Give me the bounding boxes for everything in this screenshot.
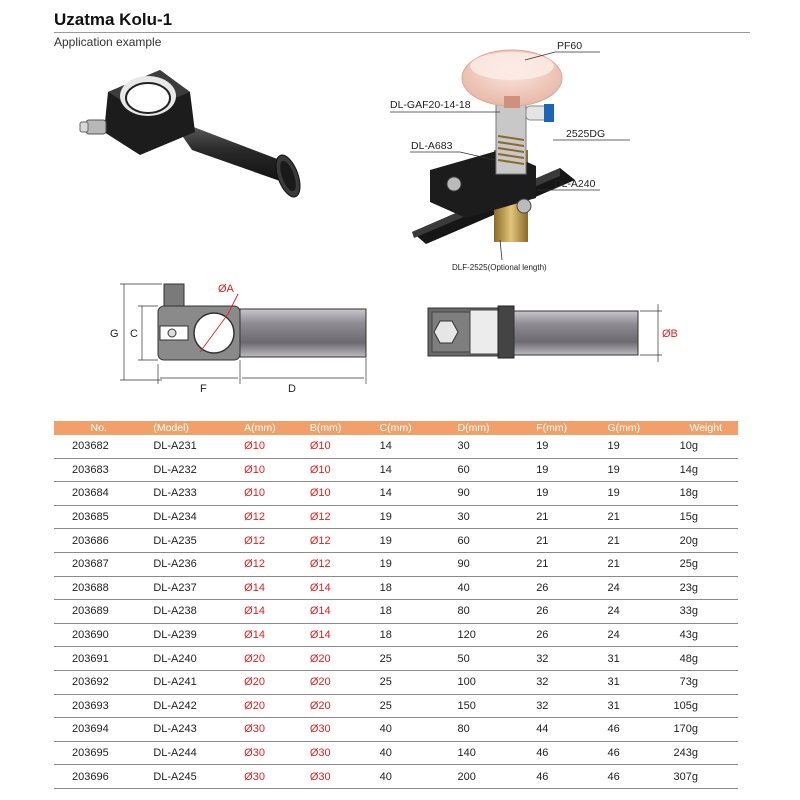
- top-view-dimensions: [640, 304, 662, 362]
- cell-weight: 14g: [674, 458, 738, 482]
- table-row: [54, 670, 738, 694]
- cell-a: Ø12: [234, 505, 300, 529]
- cell-g: 24: [588, 623, 674, 647]
- cell-b: Ø12: [300, 529, 366, 553]
- cell-model: DL-A231: [143, 435, 234, 458]
- cell-d: 90: [435, 552, 516, 576]
- cell-no: 203691: [54, 647, 143, 671]
- top-view-drawing: [428, 306, 638, 358]
- cell-model: DL-A237: [143, 576, 234, 600]
- cell-model: DL-A232: [143, 458, 234, 482]
- cell-b: Ø20: [300, 670, 366, 694]
- table-row: [54, 623, 738, 647]
- cell-b: Ø30: [300, 741, 366, 765]
- table-row: [54, 482, 738, 506]
- cell-b: Ø30: [300, 718, 366, 742]
- cell-a: Ø12: [234, 529, 300, 553]
- cell-f: 32: [516, 670, 587, 694]
- cell-c: 18: [366, 576, 436, 600]
- cell-c: 40: [366, 741, 436, 765]
- cell-d: 200: [435, 765, 516, 789]
- cell-b: Ø14: [300, 576, 366, 600]
- table-row: [54, 505, 738, 529]
- cell-d: 60: [435, 529, 516, 553]
- cell-f: 44: [516, 718, 587, 742]
- cell-g: 31: [588, 647, 674, 671]
- cell-d: 40: [435, 576, 516, 600]
- cell-a: Ø10: [234, 435, 300, 458]
- cell-f: 19: [516, 458, 587, 482]
- table-row: [54, 552, 738, 576]
- cell-g: 46: [588, 765, 674, 789]
- cell-no: 203683: [54, 458, 143, 482]
- page-subtitle: Application example: [54, 35, 162, 49]
- cell-model: DL-A240: [143, 647, 234, 671]
- cell-g: 46: [588, 741, 674, 765]
- cell-f: 32: [516, 647, 587, 671]
- cell-f: 46: [516, 765, 587, 789]
- cell-no: 203693: [54, 694, 143, 718]
- cell-g: 21: [588, 552, 674, 576]
- cell-a: Ø20: [234, 694, 300, 718]
- cell-f: 26: [516, 623, 587, 647]
- cell-model: DL-A235: [143, 529, 234, 553]
- cell-a: Ø10: [234, 458, 300, 482]
- cell-no: 203684: [54, 482, 143, 506]
- cell-weight: 307g: [674, 765, 738, 789]
- cell-d: 120: [435, 623, 516, 647]
- cell-g: 19: [588, 458, 674, 482]
- cell-model: DL-A243: [143, 718, 234, 742]
- cell-b: Ø20: [300, 647, 366, 671]
- cell-g: 21: [588, 529, 674, 553]
- cell-d: 150: [435, 694, 516, 718]
- col-header-g: G(mm): [588, 421, 674, 435]
- cell-f: 26: [516, 600, 587, 624]
- cell-no: 203685: [54, 505, 143, 529]
- cell-b: Ø30: [300, 765, 366, 789]
- cell-g: 19: [588, 482, 674, 506]
- table-row: [54, 600, 738, 624]
- cell-a: Ø30: [234, 741, 300, 765]
- cell-a: Ø14: [234, 576, 300, 600]
- table-row: [54, 718, 738, 742]
- cell-a: Ø10: [234, 482, 300, 506]
- cell-a: Ø30: [234, 765, 300, 789]
- cell-b: Ø10: [300, 435, 366, 458]
- cell-weight: 243g: [674, 741, 738, 765]
- cell-f: 21: [516, 505, 587, 529]
- cell-c: 25: [366, 694, 436, 718]
- dim-d-label: D: [288, 383, 296, 395]
- cell-no: 203688: [54, 576, 143, 600]
- cell-d: 100: [435, 670, 516, 694]
- cell-b: Ø10: [300, 458, 366, 482]
- cell-a: Ø12: [234, 552, 300, 576]
- cell-f: 46: [516, 741, 587, 765]
- cell-no: 203692: [54, 670, 143, 694]
- cell-weight: 33g: [674, 600, 738, 624]
- col-header-weight: Weight: [674, 421, 738, 435]
- callout-dl-gaf: DL-GAF20-14-18: [390, 99, 471, 111]
- callout-pf60: PF60: [557, 40, 583, 52]
- cell-model: DL-A241: [143, 670, 234, 694]
- callout-fitting: 2525DG: [566, 128, 606, 140]
- table-header-row: [54, 421, 738, 435]
- table-row: [54, 647, 738, 671]
- col-header-c: C(mm): [366, 421, 436, 435]
- cell-f: 21: [516, 529, 587, 553]
- table-row: [54, 741, 738, 765]
- extension-arm-photo: [80, 70, 305, 200]
- cell-g: 19: [588, 435, 674, 458]
- cell-weight: 170g: [674, 718, 738, 742]
- cell-weight: 48g: [674, 647, 738, 671]
- cell-c: 14: [366, 458, 436, 482]
- col-header-d: D(mm): [435, 421, 516, 435]
- cell-g: 21: [588, 505, 674, 529]
- cell-c: 25: [366, 670, 436, 694]
- table-row: [54, 765, 738, 789]
- table-row: [54, 458, 738, 482]
- table-row: [54, 694, 738, 718]
- cell-no: 203694: [54, 718, 143, 742]
- cell-weight: 20g: [674, 529, 738, 553]
- cell-d: 80: [435, 600, 516, 624]
- cell-a: Ø14: [234, 600, 300, 624]
- cell-weight: 105g: [674, 694, 738, 718]
- cell-c: 14: [366, 435, 436, 458]
- table-row: [54, 529, 738, 553]
- cell-model: DL-A239: [143, 623, 234, 647]
- cell-f: 26: [516, 576, 587, 600]
- dim-b-label: ØB: [662, 328, 678, 340]
- cell-c: 19: [366, 552, 436, 576]
- cell-b: Ø20: [300, 694, 366, 718]
- cell-g: 24: [588, 600, 674, 624]
- dim-c-label: C: [130, 328, 138, 340]
- cell-d: 50: [435, 647, 516, 671]
- cell-f: 32: [516, 694, 587, 718]
- cell-weight: 43g: [674, 623, 738, 647]
- cell-g: 31: [588, 670, 674, 694]
- callout-dl-a240: DL-A240: [554, 178, 596, 190]
- cell-b: Ø14: [300, 623, 366, 647]
- cell-c: 14: [366, 482, 436, 506]
- cell-c: 25: [366, 647, 436, 671]
- cell-a: Ø20: [234, 647, 300, 671]
- col-header-no: No.: [54, 421, 143, 435]
- cell-c: 18: [366, 600, 436, 624]
- cell-b: Ø10: [300, 482, 366, 506]
- table-row: [54, 576, 738, 600]
- dim-a-label: ØA: [218, 283, 234, 295]
- cell-b: Ø14: [300, 600, 366, 624]
- cell-weight: 18g: [674, 482, 738, 506]
- cell-model: DL-A242: [143, 694, 234, 718]
- cell-model: DL-A245: [143, 765, 234, 789]
- col-header-a: A(mm): [234, 421, 300, 435]
- cell-model: DL-A238: [143, 600, 234, 624]
- cell-no: 203690: [54, 623, 143, 647]
- cell-d: 80: [435, 718, 516, 742]
- table-row: [54, 435, 738, 458]
- cell-f: 19: [516, 435, 587, 458]
- cell-model: DL-A234: [143, 505, 234, 529]
- cell-f: 21: [516, 552, 587, 576]
- cell-d: 30: [435, 435, 516, 458]
- cell-g: 46: [588, 718, 674, 742]
- cell-weight: 15g: [674, 505, 738, 529]
- side-view-drawing: [158, 284, 366, 360]
- callout-dl-a683: DL-A683: [411, 140, 453, 152]
- cell-model: DL-A236: [143, 552, 234, 576]
- cell-a: Ø14: [234, 623, 300, 647]
- cell-d: 140: [435, 741, 516, 765]
- cell-model: DL-A244: [143, 741, 234, 765]
- cell-g: 31: [588, 694, 674, 718]
- cell-no: 203695: [54, 741, 143, 765]
- cell-d: 90: [435, 482, 516, 506]
- cell-no: 203687: [54, 552, 143, 576]
- cell-d: 30: [435, 505, 516, 529]
- cell-weight: 23g: [674, 576, 738, 600]
- dim-f-label: F: [200, 383, 207, 395]
- cell-no: 203696: [54, 765, 143, 789]
- col-header-f: F(mm): [516, 421, 587, 435]
- cell-no: 203686: [54, 529, 143, 553]
- cell-d: 60: [435, 458, 516, 482]
- cell-b: Ø12: [300, 552, 366, 576]
- cell-b: Ø12: [300, 505, 366, 529]
- cell-g: 24: [588, 576, 674, 600]
- cell-weight: 10g: [674, 435, 738, 458]
- spec-table: [54, 421, 738, 789]
- cell-c: 18: [366, 623, 436, 647]
- cell-no: 203682: [54, 435, 143, 458]
- page-title: Uzatma Kolu-1: [54, 10, 173, 29]
- cell-model: DL-A233: [143, 482, 234, 506]
- cell-c: 19: [366, 529, 436, 553]
- callout-dlf: DLF-2525(Optional length): [452, 263, 547, 272]
- cell-weight: 25g: [674, 552, 738, 576]
- dim-g-label: G: [110, 328, 119, 340]
- cell-c: 40: [366, 765, 436, 789]
- cell-a: Ø20: [234, 670, 300, 694]
- col-header-model: (Model): [143, 421, 234, 435]
- cell-a: Ø30: [234, 718, 300, 742]
- cell-c: 19: [366, 505, 436, 529]
- cell-f: 19: [516, 482, 587, 506]
- cell-weight: 73g: [674, 670, 738, 694]
- cell-c: 40: [366, 718, 436, 742]
- col-header-b: B(mm): [300, 421, 366, 435]
- cell-no: 203689: [54, 600, 143, 624]
